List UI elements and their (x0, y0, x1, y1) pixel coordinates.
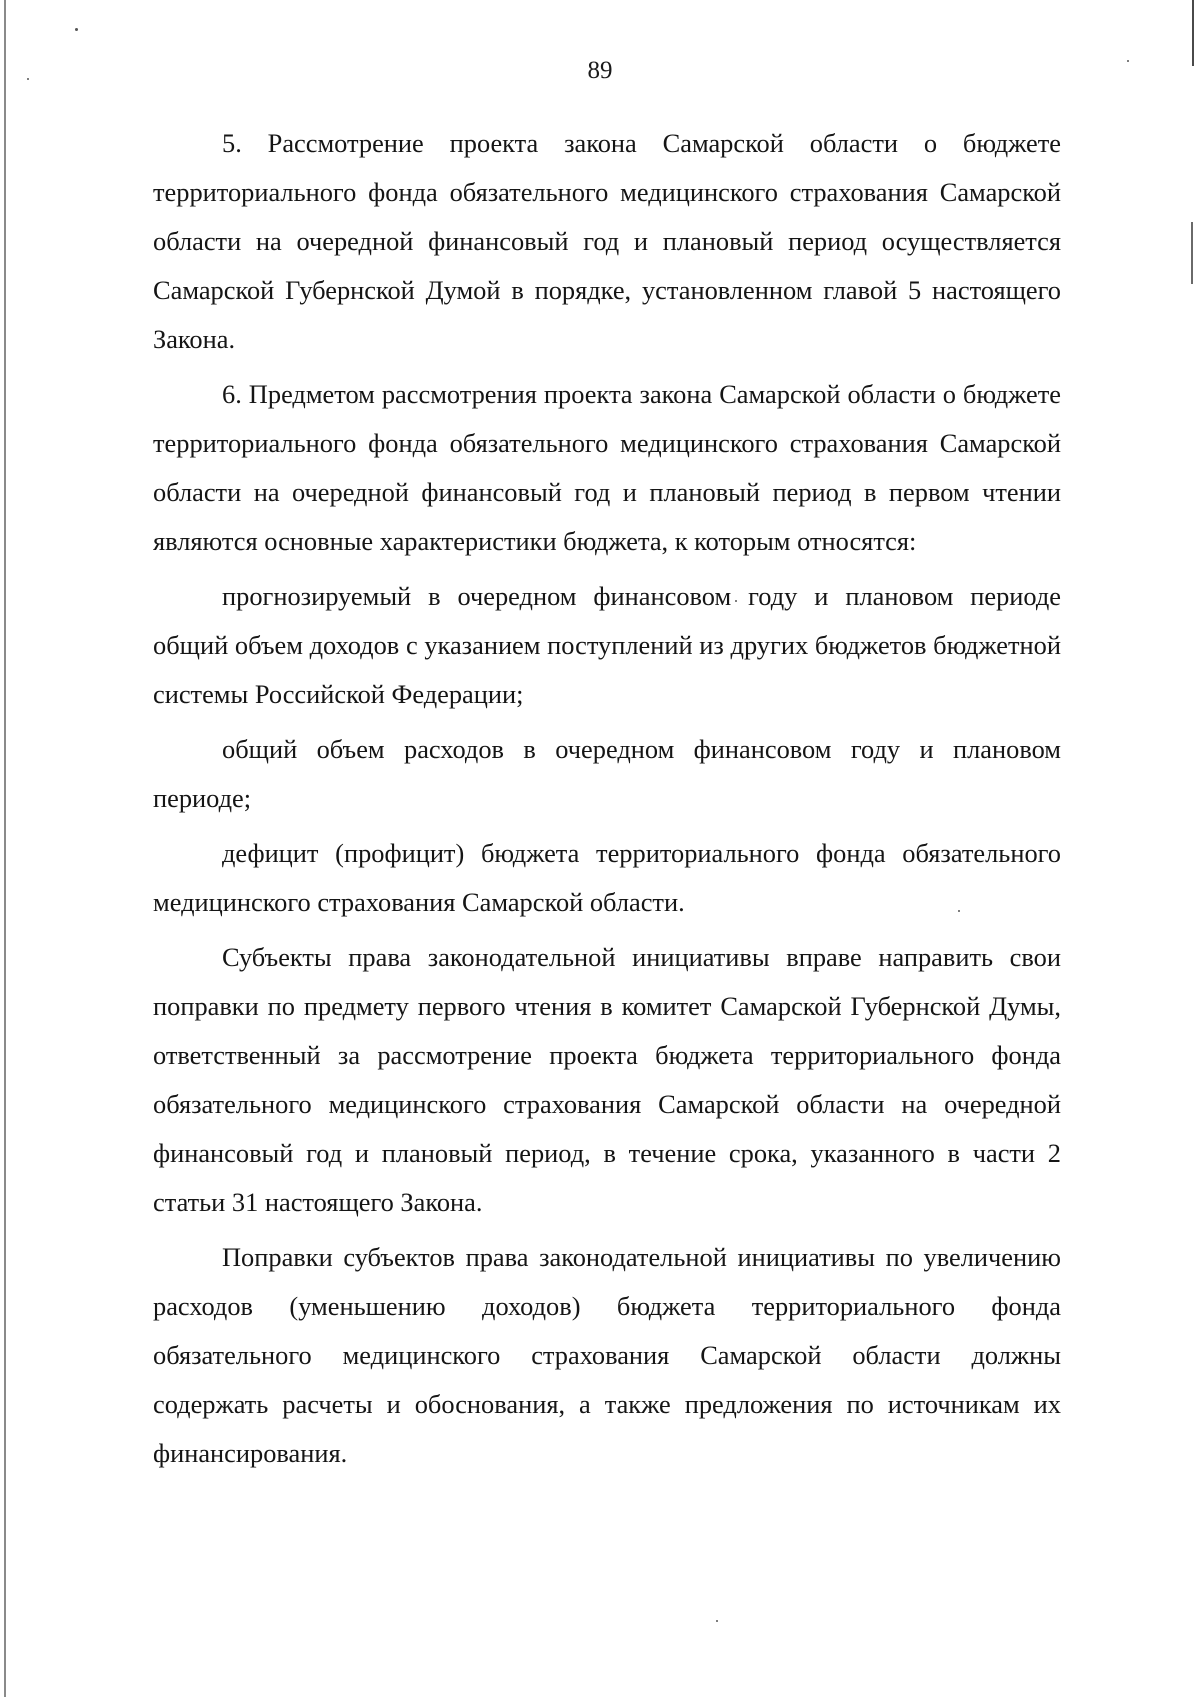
paragraph: 5. Рассмотрение проекта закона Самарской области о бюджете территориального фонда обязательного медицинского страхования Самарской области на очередной финансовый год и плановый период осуществляется Самарской Губернской Думой в порядке, установленном главой 5 настоящего Закона. (153, 128, 1061, 354)
paragraph: общий объем расходов в очередном финансовом году и плановом периоде; (153, 734, 1061, 813)
scan-speck (75, 28, 78, 31)
paragraph: 6. Предметом рассмотрения проекта закона Самарской области о бюджете территориального фонда обязательного медицинского страхования Самарской области на очередной финансовый год и плановый период в первом чтении являются основные характеристики бюджета, к которым относятся: (153, 379, 1061, 556)
paragraph: Поправки субъектов права законодательной инициативы по увеличению расходов (уменьшению доходов) бюджета территориального фонда обязательного медицинского страхования Самарской области должны содержать расчеты и обоснования, а также предложения по источникам их финансирования. (153, 1242, 1061, 1468)
document-body (153, 119, 1061, 1478)
paragraph: прогнозируемый в очередном финансовом году и плановом периоде общий объем доходов с указанием поступлений из других бюджетов бюджетной системы Российской Федерации; (153, 581, 1061, 709)
paragraph: дефицит (профицит) бюджета территориального фонда обязательного медицинского страхования Самарской области. (153, 838, 1061, 917)
page-number: 89 (587, 57, 613, 84)
scan-edge-left (4, 0, 6, 1697)
scan-edge-right-mid (1191, 222, 1193, 284)
paragraph: Субъекты права законодательной инициативы вправе направить свои поправки по предмету первого чтения в комитет Самарской Губернской Думы, ответственный за рассмотрение проекта бюджета территориального фонда обязательного медицинского страхования Самарской области на очередной финансовый год и плановый период, в течение срока, указанного в части 2 статьи 31 настоящего Закона. (153, 942, 1061, 1217)
scan-speck (716, 1620, 718, 1622)
